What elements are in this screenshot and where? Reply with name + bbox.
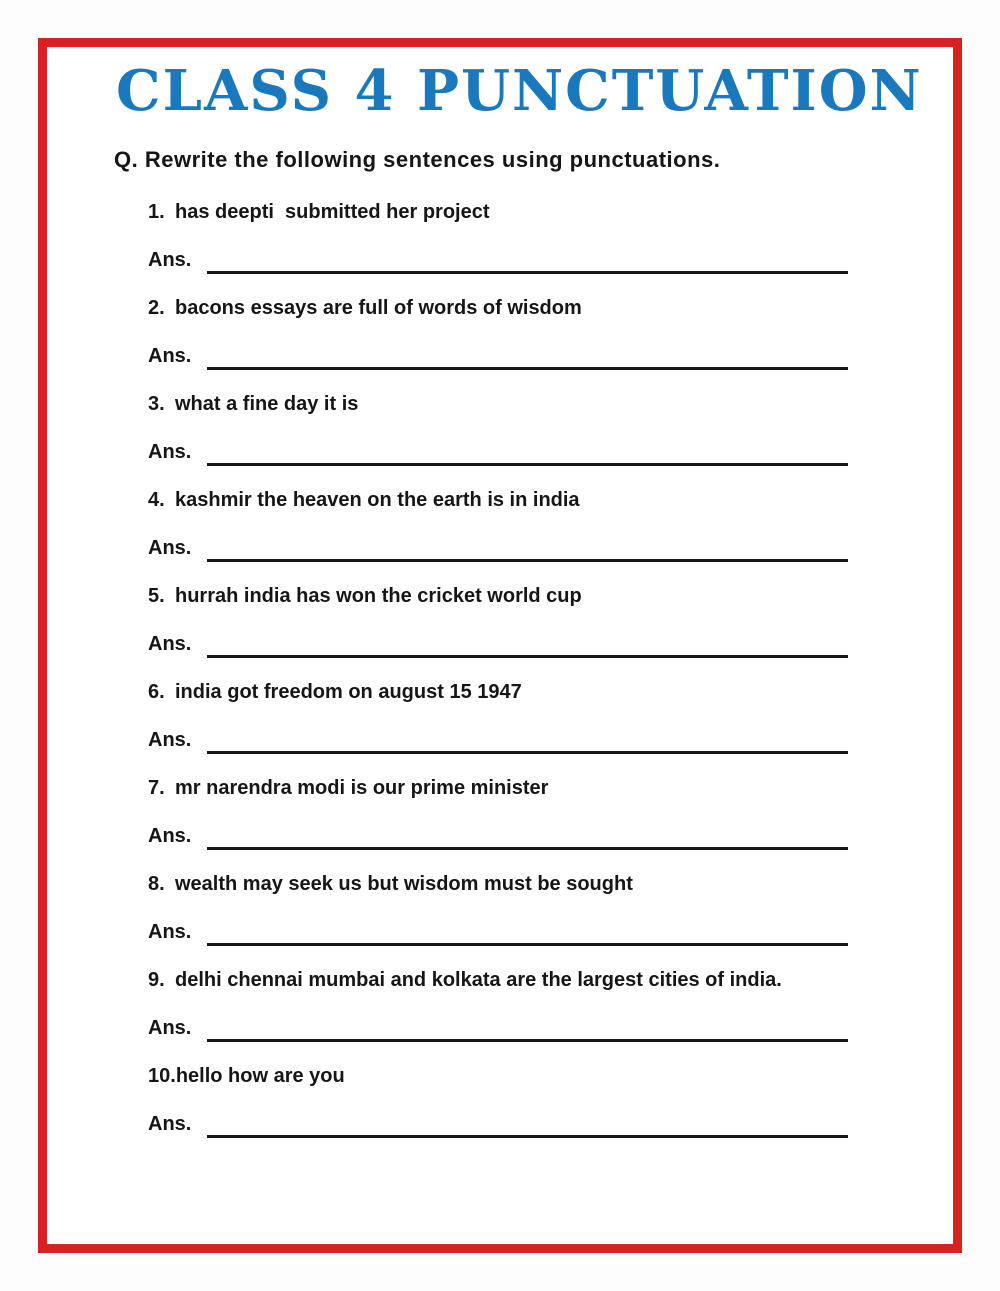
answer-label: Ans.: [148, 248, 192, 271]
sentence-text: delhi chennai mumbai and kolkata are the largest cities of india.: [175, 968, 782, 991]
sentence-item: [148, 287, 848, 329]
answer-blank[interactable]: [207, 335, 848, 370]
question-heading: Q. Rewrite the following sentences using punctuations.: [114, 146, 721, 172]
sentence-item: [148, 1055, 848, 1097]
item-number: 9.: [148, 968, 165, 991]
answer-row: [148, 815, 848, 857]
answer-label: Ans.: [148, 440, 192, 463]
answer-row: [148, 719, 848, 761]
sentence-item: [148, 383, 848, 425]
answer-blank[interactable]: [207, 815, 848, 850]
answer-label: Ans.: [148, 1112, 192, 1135]
answer-label: Ans.: [148, 344, 192, 367]
answer-row: [148, 527, 848, 569]
answer-blank[interactable]: [207, 1103, 848, 1138]
item-number: 10.: [148, 1064, 176, 1087]
item-number: 5.: [148, 584, 165, 607]
sentence-item: [148, 575, 848, 617]
answer-label: Ans.: [148, 824, 192, 847]
sentence-text: kashmir the heaven on the earth is in india: [175, 488, 580, 511]
answer-blank[interactable]: [207, 911, 848, 946]
answer-label: Ans.: [148, 632, 192, 655]
answer-row: [148, 623, 848, 665]
answer-row: [148, 431, 848, 473]
sentence-text: bacons essays are full of words of wisdom: [175, 296, 582, 319]
answer-blank[interactable]: [207, 1007, 848, 1042]
item-number: 7.: [148, 776, 165, 799]
item-number: 8.: [148, 872, 165, 895]
answer-blank[interactable]: [207, 239, 848, 274]
item-number: 3.: [148, 392, 165, 415]
sentence-item: [148, 959, 848, 1001]
sentence-text: hurrah india has won the cricket world cup: [175, 584, 582, 607]
answer-label: Ans.: [148, 536, 192, 559]
answer-row: [148, 239, 848, 281]
answer-blank[interactable]: [207, 719, 848, 754]
item-number: 1.: [148, 200, 165, 223]
sentence-text: what a fine day it is: [175, 392, 359, 415]
sentence-item: [148, 671, 848, 713]
answer-blank[interactable]: [207, 623, 848, 658]
sentence-text: has deepti submitted her project: [175, 200, 490, 223]
sentence-text: india got freedom on august 15 1947: [175, 680, 522, 703]
answer-label: Ans.: [148, 920, 192, 943]
worksheet-title: CLASS 4 PUNCTUATION: [116, 58, 923, 124]
answer-blank[interactable]: [207, 431, 848, 466]
answer-row: [148, 1103, 848, 1145]
item-number: 6.: [148, 680, 165, 703]
sentence-text: wealth may seek us but wisdom must be sought: [175, 872, 633, 895]
item-number: 4.: [148, 488, 165, 511]
answer-row: [148, 335, 848, 377]
answer-row: [148, 911, 848, 953]
sentence-item: [148, 191, 848, 233]
answer-label: Ans.: [148, 1016, 192, 1039]
answer-label: Ans.: [148, 728, 192, 751]
sentence-text: mr narendra modi is our prime minister: [175, 776, 549, 799]
sentence-text: hello how are you: [175, 1064, 345, 1087]
sentence-item: [148, 863, 848, 905]
sentence-list: [148, 191, 848, 1145]
answer-blank[interactable]: [207, 527, 848, 562]
sentence-item: [148, 479, 848, 521]
item-number: 2.: [148, 296, 165, 319]
answer-row: [148, 1007, 848, 1049]
sentence-item: [148, 767, 848, 809]
